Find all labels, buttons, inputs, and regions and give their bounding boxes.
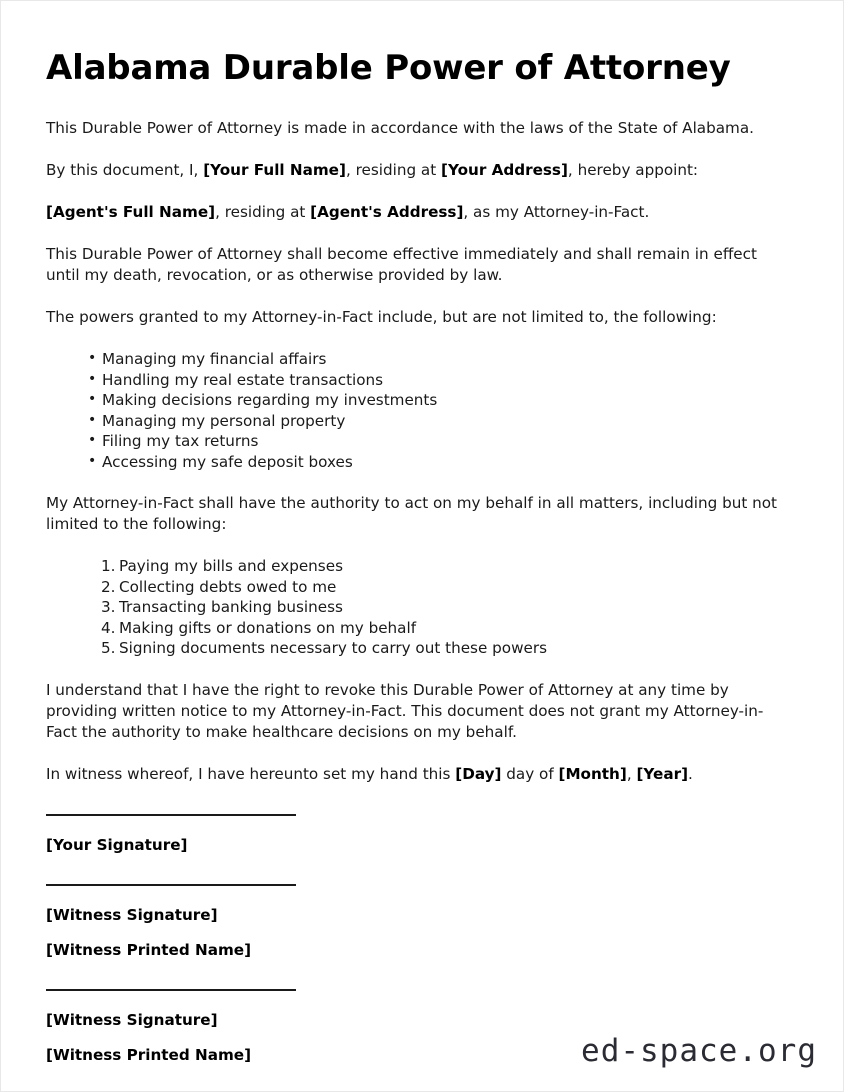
powers-intro: The powers granted to my Attorney-in-Fact include, but are not limited to, the following: bbox=[46, 308, 717, 327]
your-address-placeholder: [Your Address] bbox=[441, 161, 568, 180]
witness-one-printed-label: [Witness Printed Name] bbox=[46, 940, 252, 959]
witness-one-signature-line bbox=[46, 884, 296, 886]
principal-signature-label: [Your Signature] bbox=[46, 835, 188, 854]
principal-clause bbox=[46, 160, 791, 181]
intro-paragraph: This Durable Power of Attorney is made in accordance with the laws of the State of Alabama. bbox=[46, 119, 754, 138]
day-placeholder: [Day] bbox=[455, 764, 502, 783]
principal-clause-suffix: , hereby appoint: bbox=[567, 161, 699, 180]
principal-signature-block bbox=[46, 814, 791, 856]
year-placeholder: [Year] bbox=[636, 764, 689, 783]
witness-one-signature-label: [Witness Signature] bbox=[46, 905, 218, 924]
list-item: • Managing my financial affairs bbox=[88, 349, 791, 370]
list-item: • Accessing my safe deposit boxes bbox=[88, 452, 791, 473]
witness-clause-prefix: In witness whereof, I have hereunto set my hand this bbox=[46, 764, 456, 783]
witness-clause-middle: day of bbox=[501, 764, 559, 783]
list-item: Making gifts or donations on my behalf bbox=[119, 618, 417, 637]
witness-two-signature-label: [Witness Signature] bbox=[46, 1010, 218, 1029]
list-item: Signing documents necessary to carry out these powers bbox=[119, 639, 547, 658]
witness-two-printed-label: [Witness Printed Name] bbox=[46, 1045, 252, 1064]
agent-clause-middle: , residing at bbox=[215, 203, 311, 222]
list-item: Collecting debts owed to me bbox=[119, 577, 337, 596]
effective-paragraph: This Durable Power of Attorney shall become effective immediately and shall remain in effect until my death, revocation, or as otherwise provided by law. bbox=[46, 245, 757, 285]
agent-clause-suffix: , as my Attorney-in-Fact. bbox=[463, 203, 650, 222]
witness-clause-suffix: . bbox=[688, 764, 693, 783]
page-title: Alabama Durable Power of Attorney bbox=[46, 48, 731, 88]
authority-intro: My Attorney-in-Fact shall have the authority to act on my behalf in all matters, including but not limited to the following: bbox=[46, 494, 778, 534]
list-item: Paying my bills and expenses bbox=[119, 557, 343, 576]
document-content bbox=[46, 48, 791, 1092]
agent-full-name-placeholder: [Agent's Full Name] bbox=[46, 203, 216, 222]
agent-clause bbox=[46, 202, 791, 223]
list-item: Transacting banking business bbox=[119, 598, 343, 617]
your-full-name-placeholder: [Your Full Name] bbox=[203, 161, 346, 180]
month-placeholder: [Month] bbox=[558, 764, 627, 783]
principal-clause-middle: , residing at bbox=[345, 161, 442, 180]
list-item: • Filing my tax returns bbox=[88, 431, 791, 452]
principal-clause-prefix: By this document, I, bbox=[46, 161, 204, 180]
list-item: • Managing my personal property bbox=[88, 411, 791, 432]
witness-clause bbox=[46, 764, 791, 785]
revocation-paragraph: I understand that I have the right to revoke this Durable Power of Attorney at any time by providing written notice to my Attorney-in-Fact. This document does not grant my Attorney-in-Fact the authority to make healthcare decisions on my behalf. bbox=[46, 680, 764, 741]
witness-clause-separator: , bbox=[626, 764, 637, 783]
authority-list bbox=[46, 556, 791, 659]
watermark: ed-space.org bbox=[581, 1033, 817, 1069]
witness-two-signature-line bbox=[46, 989, 296, 991]
witness-one-signature-block bbox=[46, 884, 791, 961]
list-item: • Handling my real estate transactions bbox=[88, 370, 791, 391]
principal-signature-line bbox=[46, 814, 296, 816]
powers-list bbox=[46, 349, 791, 472]
agent-address-placeholder: [Agent's Address] bbox=[310, 203, 464, 222]
list-item: • Making decisions regarding my investments bbox=[88, 390, 791, 411]
